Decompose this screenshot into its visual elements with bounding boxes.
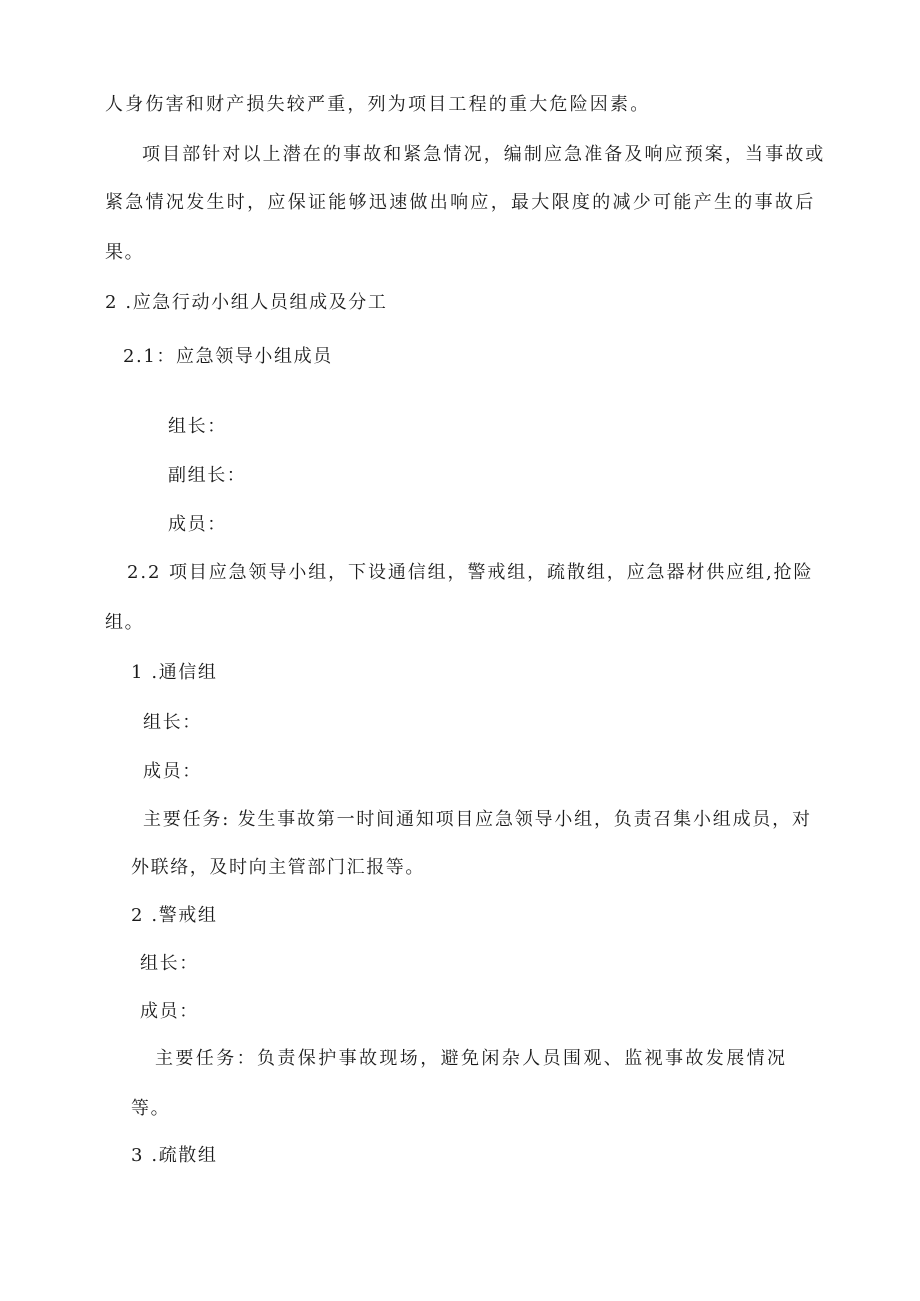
role-label: 副组长： xyxy=(168,465,247,486)
role-label: 组长： xyxy=(168,416,227,437)
task-line: 主要任务：负责保护事故现场，避免闲杂人员围观、监视事故发展情况 xyxy=(155,1048,788,1069)
subsection-heading: 2.1：应急领导小组成员 xyxy=(123,346,333,367)
paragraph-line: 紧急情况发生时，应保证能够迅速做出响应，最大限度的减少可能产生的事故后 xyxy=(105,192,816,213)
role-label: 成员： xyxy=(168,514,227,535)
group-heading: 1 .通信组 xyxy=(131,662,218,683)
paragraph-line: 人身伤害和财产损失较严重，列为项目工程的重大危险因素。 xyxy=(105,94,651,115)
paragraph-line: 2.2 项目应急领导小组，下设通信组，警戒组，疏散组，应急器材供应组,抢险 xyxy=(127,562,814,583)
role-label: 成员： xyxy=(140,1001,199,1022)
role-label: 组长： xyxy=(140,953,199,974)
section-heading: 2 .应急行动小组人员组成及分工 xyxy=(105,292,388,313)
task-line: 等。 xyxy=(131,1098,171,1119)
paragraph-line: 果。 xyxy=(105,242,145,263)
group-heading: 2 .警戒组 xyxy=(131,905,218,926)
role-label: 成员： xyxy=(143,761,202,782)
paragraph-line: 组。 xyxy=(105,612,145,633)
role-label: 组长： xyxy=(143,712,202,733)
task-line: 外联络，及时向主管部门汇报等。 xyxy=(131,857,425,878)
paragraph-line: 项目部针对以上潜在的事故和紧急情况，编制应急准备及响应预案，当事故或 xyxy=(142,144,826,165)
group-heading: 3 .疏散组 xyxy=(131,1145,218,1166)
task-line: 主要任务: 发生事故第一时间通知项目应急领导小组，负责召集小组成员，对 xyxy=(143,809,812,830)
